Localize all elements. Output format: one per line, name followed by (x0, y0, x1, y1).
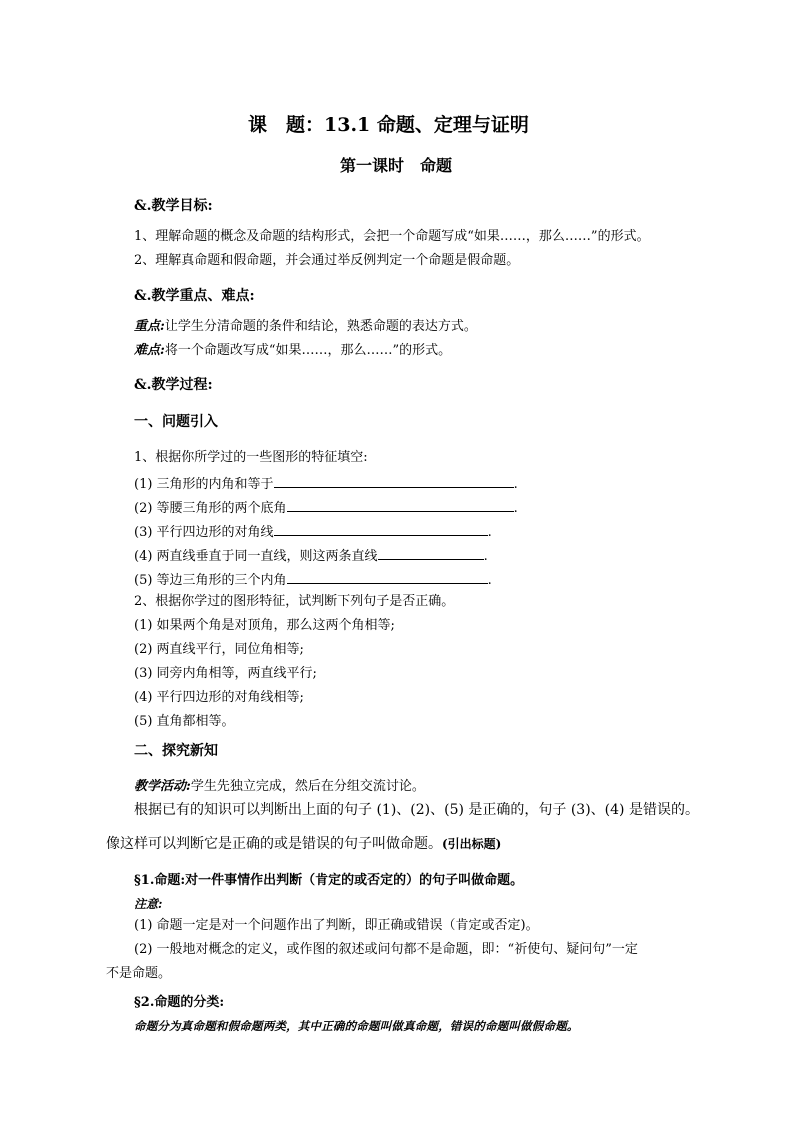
fill-item-end: . (513, 501, 518, 516)
paragraph-definition-intro (106, 836, 501, 852)
fill-item-text: (1) 三角形的内角和等于 (134, 477, 274, 492)
answer-blank[interactable] (274, 474, 514, 488)
definition-text: 对一件事情作出判断（肯定的或否定的）的句子叫做命题。 (185, 873, 524, 888)
keypoints-heading: &.教学重点、难点: (134, 288, 255, 304)
hard-point-text: 将一个命题改写成“如果……，那么……”的形式。 (164, 343, 452, 358)
fill-item-text: (2) 等腰三角形的两个底角 (134, 501, 287, 516)
key-point-text: 让学生分清命题的条件和结论，熟悉命题的表达方式。 (164, 319, 477, 334)
fill-item-1 (134, 474, 518, 493)
page-title: 课 题：13.1 命题、定理与证明 (248, 114, 529, 136)
activity-label: 教学活动: (134, 779, 191, 794)
key-point (134, 319, 477, 335)
fill-item-end: . (513, 477, 518, 492)
proposition-definition (134, 873, 523, 889)
section-intro-heading: 一、问题引入 (134, 414, 218, 430)
section-explore-heading: 二、探究新知 (134, 743, 218, 759)
fill-item-text: (5) 等边三角形的三个内角 (134, 573, 287, 588)
note-item-1: (1) 命题一定是对一个问题作出了判断，即正确或错误（肯定或否定)。 (134, 918, 539, 933)
key-point-label: 重点: (134, 319, 165, 334)
fill-item-end: . (483, 549, 488, 564)
objective-item-2: 2、理解真命题和假命题，并会通过举反例判定一个命题是假命题。 (134, 253, 520, 268)
judge-item-1: (1) 如果两个角是对顶角，那么这两个角相等; (134, 618, 395, 633)
activity-text: 学生先独立完成，然后在分组交流讨论。 (190, 779, 425, 794)
question-1: 1、根据你所学过的一些图形的特征填空: (134, 450, 368, 465)
fill-item-4 (134, 546, 488, 565)
hard-point-label: 难点: (134, 343, 165, 358)
fill-item-3 (134, 522, 492, 541)
answer-blank[interactable] (378, 546, 484, 560)
note-item-2: (2) 一般地对概念的定义，或作图的叙述或问句都不是命题，即：“祈使句、疑问句”一定 (134, 942, 638, 957)
fill-item-text: (4) 两直线垂直于同一直线，则这两条直线 (134, 549, 378, 564)
note-label: 注意: (134, 897, 163, 911)
judge-item-3: (3) 同旁内角相等，两直线平行; (134, 666, 317, 681)
classification-heading: §2.命题的分类: (134, 995, 225, 1010)
paragraph-judgement: 根据已有的知识可以判断出上面的句子 (1)、(2)、(5) 是正确的，句子 (3)、(4) 是错误的。 (134, 802, 699, 818)
judge-item-2: (2) 两直线平行，同位角相等; (134, 642, 304, 657)
fill-item-end: . (487, 525, 492, 540)
answer-blank[interactable] (274, 522, 488, 536)
objectives-heading: &.教学目标: (134, 198, 213, 214)
answer-blank[interactable] (287, 498, 514, 512)
fill-item-text: (3) 平行四边形的对角线 (134, 525, 274, 540)
judge-item-4: (4) 平行四边形的对角线相等; (134, 690, 304, 705)
hard-point (134, 343, 451, 359)
fill-item-5 (134, 570, 492, 589)
definition-label: §1.命题: (134, 873, 186, 888)
judge-item-5: (5) 直角都相等。 (134, 714, 235, 729)
note-item-2-continued: 不是命题。 (106, 966, 172, 981)
answer-blank[interactable] (287, 570, 488, 584)
classification-text: 命题分为真命题和假命题两类，其中正确的命题叫做真命题，错误的命题叫做假命题。 (134, 1019, 579, 1033)
question-2: 2、根据你学过的图形特征，试判断下列句子是否正确。 (134, 594, 455, 609)
process-heading: &.教学过程: (134, 377, 213, 393)
objective-item-1: 1、理解命题的概念及命题的结构形式，会把一个命题写成“如果……，那么……”的形式。 (134, 229, 650, 244)
fill-item-2 (134, 498, 518, 517)
paragraph-note: (引出标题) (442, 837, 502, 851)
paragraph-text: 像这样可以判断它是正确的或是错误的句子叫做命题。 (106, 836, 442, 852)
fill-item-end: . (487, 573, 492, 588)
page-subtitle: 第一课时 命题 (340, 156, 453, 175)
teaching-activity (134, 779, 425, 795)
